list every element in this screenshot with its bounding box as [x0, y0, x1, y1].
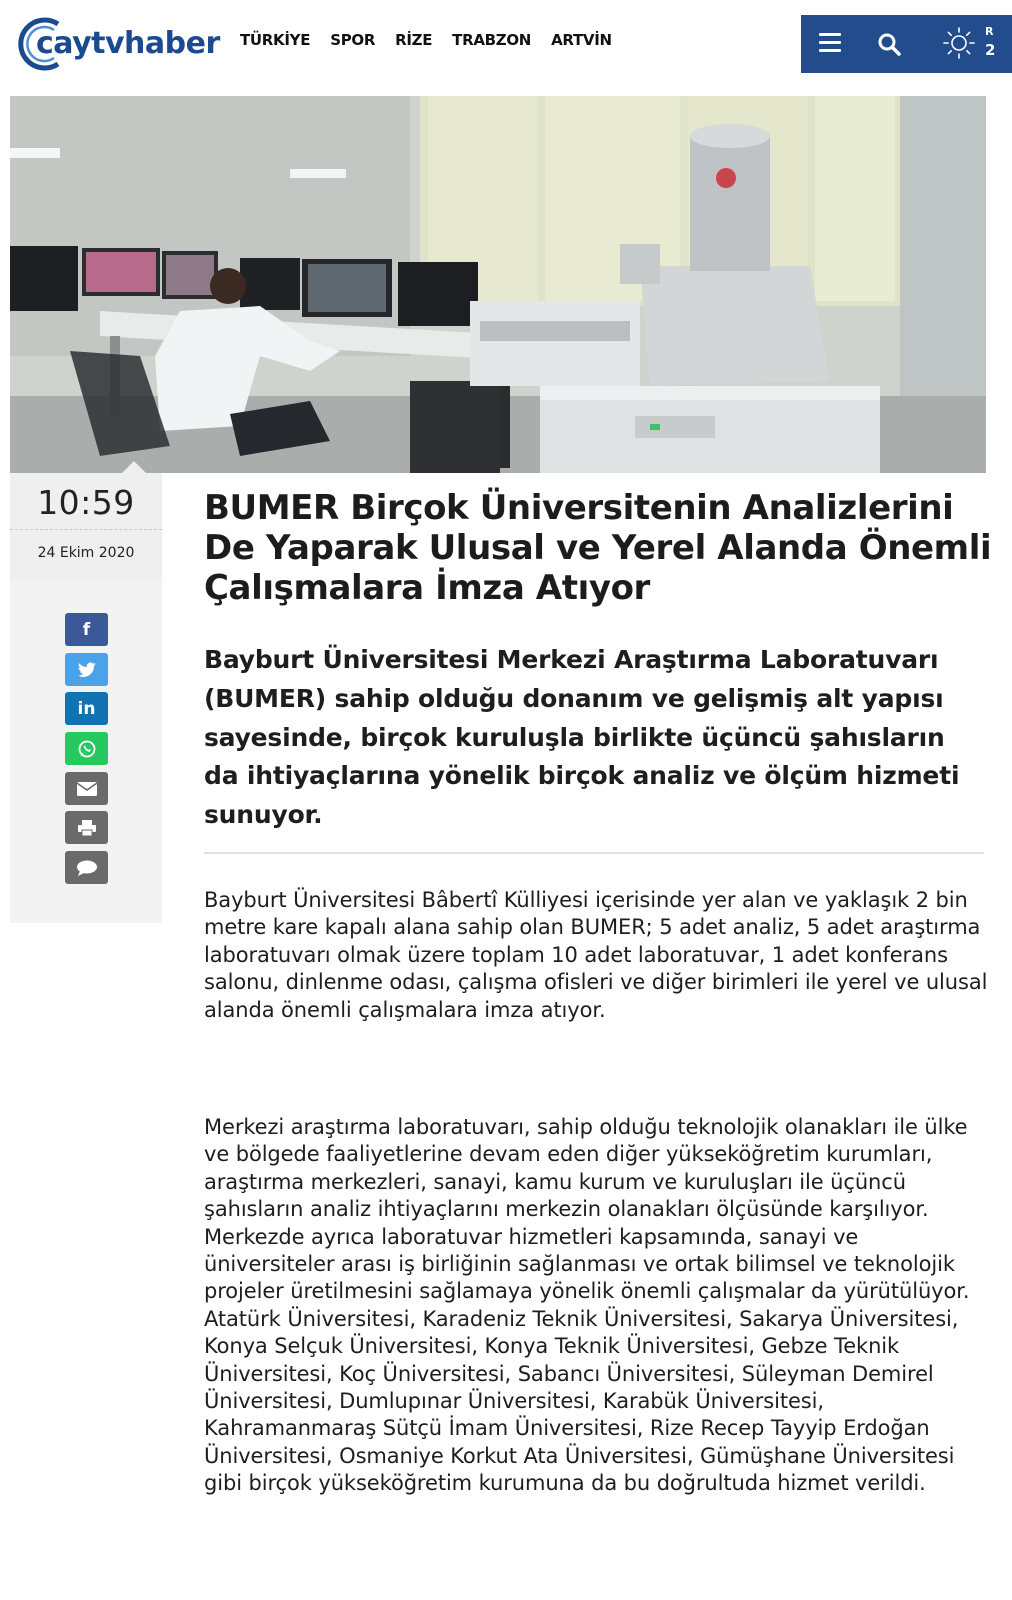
weather-label: R — [985, 25, 994, 38]
share-whatsapp-button[interactable] — [65, 732, 108, 765]
logo-wordmark: caytvhaber — [36, 26, 220, 61]
printer-icon — [77, 819, 97, 837]
nav-item-trabzon[interactable]: TRABZON — [452, 31, 532, 49]
linkedin-icon: in — [77, 698, 96, 719]
date-divider — [10, 529, 162, 530]
article-datebox — [10, 473, 162, 581]
site-header — [0, 0, 1012, 88]
nav-item-spor[interactable]: SPOR — [330, 31, 376, 49]
facebook-icon: f — [82, 619, 91, 640]
comment-button[interactable] — [65, 851, 108, 884]
comment-icon — [76, 859, 98, 877]
share-linkedin-button[interactable] — [65, 692, 108, 725]
article-paragraph: Atatürk Üniversitesi, Karadeniz Teknik Üniversitesi, Sakarya Üniversitesi, Konya Selçuk Üniversitesi, Konya Teknik Üniversitesi, Gebze Teknik Üniversitesi, Koç Üniversitesi, Sabancı Üniversitesi, Süleyman Demirel Üniversitesi, Dumlupınar Üniversitesi, Karabük Üniversitesi, Kahramanmaraş Sütçü İmam Üniversitesi, Rize Recep Tayyip Erdoğan Üniversitesi, Osmaniye Korkut Ata Üniversitesi, Gümüşhane Üniversitesi gibi birçok yükseköğretim kurumuna da bu doğrultuda hizmet verildi. — [204, 1306, 959, 1496]
share-facebook-button[interactable] — [65, 613, 108, 646]
weather-temperature: 2 — [985, 41, 996, 59]
article-title: BUMER Birçok Üniversitenin Analizlerini De Yaparak Ulusal ve Yerel Alanda Önemli Çalışmalara İmza Atıyor — [204, 488, 992, 608]
header-toolbar — [801, 15, 1012, 73]
summary-divider — [204, 852, 984, 854]
article-paragraph: Bayburt Üniversitesi Bâbertî Külliyesi içerisinde yer alan ve yaklaşık 2 bin metre kare kapalı alana sahip olan BUMER; 5 adet analiz, 5 adet araştırma laboratuvarı olmak üzere toplam 10 adet laboratuvar, 1 adet konferans salonu, dinlenme odası, çalışma ofisleri ve diğer birimleri ile yerel ve ulusal alanda önemli çalışmalara imza atıyor. — [204, 888, 988, 1022]
hamburger-menu-icon[interactable] — [819, 33, 841, 53]
article-hero-image — [10, 96, 986, 473]
nav-item-turkiye[interactable]: TÜRKİYE — [240, 31, 311, 49]
share-twitter-button[interactable] — [65, 653, 108, 686]
whatsapp-icon — [77, 739, 97, 759]
nav-item-rize[interactable]: RİZE — [395, 31, 433, 49]
site-logo[interactable] — [14, 14, 220, 74]
nav-item-artvin[interactable]: ARTVİN — [551, 31, 612, 49]
article-summary: Bayburt Üniversitesi Merkezi Araştırma Laboratuvarı (BUMER) sahip olduğu donanım ve gelişmiş alt yapısı sayesinde, birçok kuruluşla birlikte üçüncü şahısların da ihtiyaçlarına yönelik birçok analiz ve ölçüm hizmeti sunuyor. — [204, 645, 960, 830]
article-body-block — [204, 1114, 994, 1498]
article-time: 10:59 — [37, 483, 135, 522]
article-paragraph: Merkezi araştırma laboratuvarı, sahip olduğu teknolojik olanakları ile ülke ve bölgede faaliyetlerine devam eden diğer yükseköğretim kurumları, araştırma merkezleri, sanayi, kamu kurum ve kuruluşları ile üçüncü şahısların analiz ihtiyaçlarını merkezin olanakları ölçüsünde karşılıyor. Merkezde ayrıca laboratuvar hizmetleri kapsamında, sanayi ve üniversiteler arası iş birliğinin sağlanması ve ortak bilimsel ve teknolojik projeler üretilmesini sağlamaya yönelik önemli çalışmalar da yürütülüyor. — [204, 1115, 970, 1304]
main-nav — [240, 31, 632, 49]
print-button[interactable] — [65, 811, 108, 844]
sun-icon[interactable] — [941, 25, 977, 61]
article-date: 24 Ekim 2020 — [37, 545, 135, 561]
search-icon[interactable] — [877, 32, 901, 56]
share-sidebar — [10, 581, 162, 923]
share-email-button[interactable] — [65, 772, 108, 805]
envelope-icon — [76, 781, 98, 797]
twitter-icon — [77, 662, 97, 678]
